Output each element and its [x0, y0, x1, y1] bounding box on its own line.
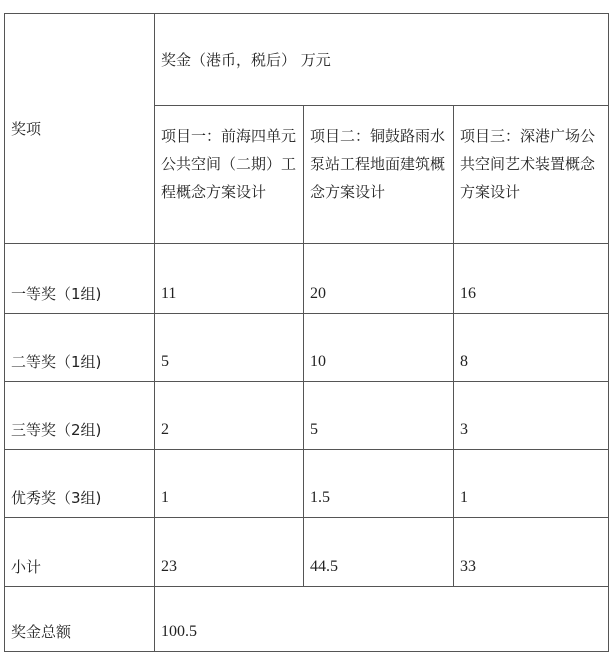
project-3-value: 1: [460, 489, 468, 506]
table-row: [5, 314, 609, 382]
value-cell: [155, 244, 304, 314]
row-label-cell: [5, 518, 155, 587]
project-2-value: 5: [310, 421, 318, 438]
row-label-cell: [5, 450, 155, 518]
project-3-name: 项目三：深港广场公共空间艺术装置概念方案设计: [460, 127, 596, 201]
project-2-header: [304, 106, 454, 244]
total-label-cell: [5, 587, 155, 652]
project-1-value: 2: [161, 421, 169, 438]
value-cell: [155, 314, 304, 382]
row-label-cell: [5, 382, 155, 450]
value-cell: [304, 382, 454, 450]
value-cell: [454, 314, 609, 382]
project-3-value: 8: [460, 353, 468, 370]
project-2-value: 20: [310, 285, 326, 302]
project-1-subtotal: 23: [161, 558, 177, 575]
value-cell: [304, 314, 454, 382]
value-cell: [454, 244, 609, 314]
table-header-row: [5, 14, 609, 106]
project-2-value: 10: [310, 353, 326, 370]
total-value-cell: [155, 587, 609, 652]
project-3-subtotal: 33: [460, 558, 476, 575]
project-3-header: [454, 106, 609, 244]
award-header-label: 奖项: [11, 119, 42, 138]
project-1-header: [155, 106, 304, 244]
subtotal-row: [5, 518, 609, 587]
table-row: [5, 382, 609, 450]
row-label: 一等奖（1组): [11, 285, 102, 303]
project-1-name: 项目一：前海四单元公共空间（二期）工程概念方案设计: [161, 127, 297, 201]
project-2-name: 项目二：铜鼓路雨水泵站工程地面建筑概念方案设计: [310, 127, 446, 201]
award-column-header: [5, 14, 155, 244]
project-2-value: 1.5: [310, 489, 330, 506]
prize-column-header: [155, 14, 609, 106]
value-cell: [454, 450, 609, 518]
value-cell: [155, 382, 304, 450]
project-2-subtotal: 44.5: [310, 558, 338, 575]
prize-table: [4, 13, 609, 652]
table-row: [5, 244, 609, 314]
subtotal-label: 小计: [11, 558, 42, 576]
total-label: 奖金总额: [11, 623, 72, 641]
project-3-value: 3: [460, 421, 468, 438]
row-label: 优秀奖（3组): [11, 489, 102, 507]
row-label: 二等奖（1组): [11, 353, 102, 371]
project-1-value: 1: [161, 489, 169, 506]
total-value: 100.5: [161, 623, 197, 640]
value-cell: [304, 244, 454, 314]
project-1-value: 5: [161, 353, 169, 370]
value-cell: [454, 382, 609, 450]
value-cell: [454, 518, 609, 587]
prize-header-label: 奖金（港币，税后） 万元: [161, 50, 331, 69]
project-3-value: 16: [460, 285, 476, 302]
row-label-cell: [5, 314, 155, 382]
total-row: [5, 587, 609, 652]
value-cell: [155, 518, 304, 587]
value-cell: [155, 450, 304, 518]
value-cell: [304, 450, 454, 518]
value-cell: [304, 518, 454, 587]
row-label: 三等奖（2组): [11, 421, 102, 439]
row-label-cell: [5, 244, 155, 314]
table-row: [5, 450, 609, 518]
project-1-value: 11: [161, 285, 177, 302]
